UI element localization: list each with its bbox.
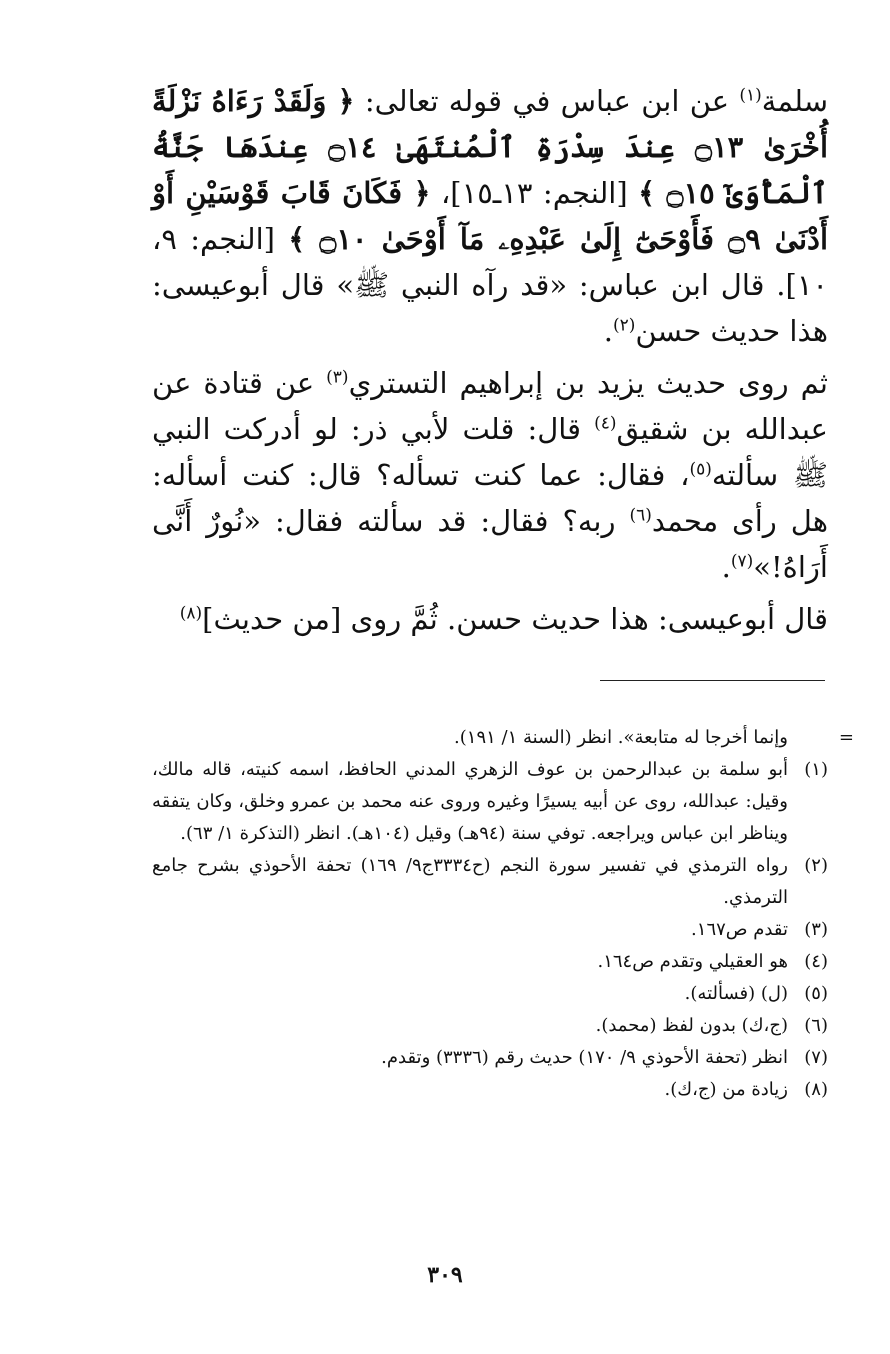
- footnote: [152, 1010, 828, 1042]
- paragraph: [152, 78, 828, 354]
- footnote: [152, 1074, 828, 1106]
- footnote: [152, 1042, 828, 1074]
- paragraph: [152, 596, 828, 642]
- footnote-text: زيادة من (ج،ك).: [664, 1079, 788, 1100]
- footnote: [152, 754, 828, 850]
- footnote-continuation: [152, 722, 854, 754]
- footnote-text: (ل) (فسألته).: [684, 983, 788, 1004]
- text-segment: عن قتادة عن عبدالله بن شقيق: [152, 366, 828, 446]
- footnote-marker: (٣): [326, 367, 349, 388]
- footnote-marker: (٦): [629, 505, 652, 526]
- text-segment: ربه؟ فقال: قد سألته فقال: «نُورٌ أَنَّى أَرَاهُ!»: [152, 504, 828, 584]
- text-segment: قال أبوعيسى: هذا حديث حسن. ثُمَّ روى [من حديث]: [202, 602, 828, 636]
- text-segment: [النجم: ٩، ١٠]. قال ابن عباس: «قد رآه النبي ﷺ» قال أبوعيسى: هذا حديث حسن: [152, 222, 828, 348]
- quran-verse: ﴿ وَلَقَدْ رَءَاهُ نَزْلَةً أُخْرَىٰ ۝١٣ عِندَ سِدْرَةِ ٱلْمُنتَهَىٰ ۝١٤ عِندَهَا جَنَّةُ ٱلْمَأْوَىٰٓ ۝١٥ ﴾: [152, 84, 829, 210]
- footnote: [152, 946, 828, 978]
- footnote-number: (٣): [804, 919, 828, 940]
- quran-verse: ﴿ فَكَانَ قَابَ قَوْسَيْنِ أَوْ أَدْنَىٰ ۝٩ فَأَوْحَىٰٓ إِلَىٰ عَبْدِهِۦ مَآ أَوْحَىٰ ۝١٠ ﴾: [152, 176, 829, 256]
- footnote-text: هو العقيلي وتقدم ص١٦٤.: [597, 951, 788, 972]
- text-segment: عن ابن عباس في قوله تعالى:: [354, 84, 740, 118]
- footnote-number: (١): [804, 759, 828, 780]
- footnote: [152, 850, 828, 914]
- footnote-marker: (٥): [689, 459, 712, 480]
- continuation-mark: =: [838, 727, 854, 748]
- page-number: ٣٠٩: [427, 1262, 463, 1288]
- footnote-text: أبو سلمة بن عبدالرحمن بن عوف الزهري المدني الحافظ، اسمه كنيته، قاله مالك، وقيل: عبدالله، روى عن أبيه يسيرًا وغيره وروى عنه محمد بن عمرو وخلق، وكان يتفقه ويناظر ابن عباس ويراجعه. توفي سنة (٩٤هـ) وقيل (١٠٤هـ). انظر (التذكرة ١/ ٦٣).: [152, 759, 788, 844]
- text-segment: سلمة: [761, 84, 828, 118]
- footnote-number: (٨): [804, 1079, 828, 1100]
- footnote-number: (٦): [804, 1015, 828, 1036]
- paragraph: [152, 360, 828, 590]
- text-segment: [النجم: ١٣ـ١٥]،: [430, 176, 639, 210]
- footnote-marker: (١): [739, 85, 762, 106]
- footnote-marker: (٨): [179, 603, 203, 624]
- footnote: [152, 914, 828, 946]
- text-segment: .: [721, 550, 731, 584]
- footnote-text: رواه الترمذي في تفسير سورة النجم (ح٣٣٣٤ج٩/ ١٦٩) تحفة الأحوذي بشرح جامع الترمذي.: [152, 855, 789, 908]
- footnote-marker: (٧): [730, 551, 754, 572]
- footnote-separator: [600, 680, 825, 681]
- footnote-number: (٢): [804, 855, 828, 876]
- text-segment: قال: قلت لأبي ذر: لو أدركت النبي ﷺ سألته: [152, 412, 828, 492]
- text-segment: ، فقال: عما كنت تسأله؟ قال: كنت أسأله: هل رأى محمد: [152, 458, 828, 538]
- footnote-continuation-text: وإنما أخرجا له متابعة». انظر (السنة ١/ ١٩١).: [454, 727, 788, 748]
- footnote-marker: (٢): [613, 315, 636, 336]
- footnote-text: انظر (تحفة الأحوذي ٩/ ١٧٠) حديث رقم (٣٣٣٦) وتقدم.: [381, 1047, 788, 1068]
- text-segment: .: [603, 314, 613, 348]
- footnote-text: تقدم ص١٦٧.: [691, 919, 788, 940]
- footnote-number: (٥): [804, 983, 828, 1004]
- footnotes: [152, 722, 854, 1106]
- footnote-marker: (٤): [594, 413, 617, 434]
- footnote-number: (٧): [804, 1047, 828, 1068]
- footnote-text: (ج،ك) بدون لفظ (محمد).: [595, 1015, 788, 1036]
- footnote: [152, 978, 828, 1010]
- main-text: [152, 78, 828, 642]
- footnote-number: (٤): [804, 951, 828, 972]
- text-segment: ثم روى حديث يزيد بن إبراهيم التستري: [348, 366, 828, 400]
